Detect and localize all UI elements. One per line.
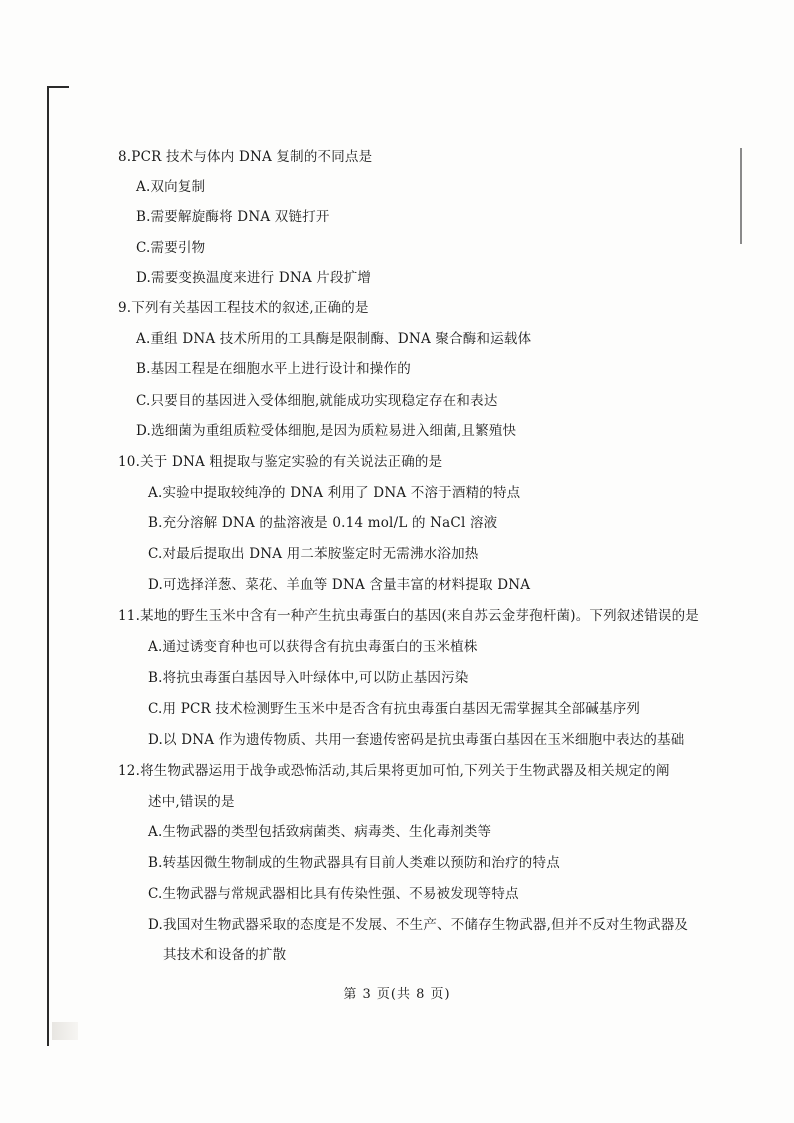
question-10-option-b: B.充分溶解 DNA 的盐溶液是 0.14 mol/L 的 NaCl 溶液: [148, 515, 498, 531]
question-11-option-b: B.将抗虫毒蛋白基因导入叶绿体中,可以防止基因污染: [148, 670, 469, 686]
question-11-stem: 11.某地的野生玉米中含有一种产生抗虫毒蛋白的基因(来自苏云金芽孢杆菌)。下列叙述错误的是: [118, 608, 700, 624]
question-9-option-a: A.重组 DNA 技术所用的工具酶是限制酶、DNA 聚合酶和运载体: [136, 331, 532, 347]
question-11-option-d: D.以 DNA 作为遗传物质、共用一套遗传密码是抗虫毒蛋白基因在玉米细胞中表达的基础: [148, 732, 685, 748]
question-9-option-b: B.基因工程是在细胞水平上进行设计和操作的: [136, 361, 411, 377]
question-8-option-d: D.需要变换温度来进行 DNA 片段扩增: [136, 270, 372, 286]
question-8-option-b: B.需要解旋酶将 DNA 双链打开: [136, 209, 330, 225]
question-8-option-a: A.双向复制: [136, 179, 206, 195]
question-12-option-c: C.生物武器与常规武器相比具有传染性强、不易被发现等特点: [148, 886, 519, 902]
question-10-option-d: D.可选择洋葱、菜花、羊血等 DNA 含量丰富的材料提取 DNA: [148, 577, 531, 593]
question-8-option-c: C.需要引物: [136, 240, 206, 256]
question-12-stem: 12.将生物武器运用于战争或恐怖活动,其后果将更加可怕,下列关于生物武器及相关规定的阐: [118, 763, 670, 779]
scan-border-right: [740, 148, 742, 244]
question-10-option-c: C.对最后提取出 DNA 用二苯胺鉴定时无需沸水浴加热: [148, 546, 479, 562]
question-9-option-c: C.只要目的基因进入受体细胞,就能成功实现稳定存在和表达: [136, 393, 498, 409]
question-12-option-a: A.生物武器的类型包括致病菌类、病毒类、生化毒剂类等: [148, 824, 492, 840]
scan-artifact: [52, 1022, 78, 1040]
question-8-stem: 8.PCR 技术与体内 DNA 复制的不同点是: [118, 149, 373, 165]
question-12-stem-continued: 述中,错误的是: [148, 794, 235, 810]
page-number: 第 3 页(共 8 页): [343, 987, 451, 1002]
question-12-option-d: D.我国对生物武器采取的态度是不发展、不生产、不储存生物武器,但并不反对生物武器及: [148, 917, 689, 933]
question-10-option-a: A.实验中提取较纯净的 DNA 利用了 DNA 不溶于酒精的特点: [148, 485, 521, 501]
question-11-option-c: C.用 PCR 技术检测野生玉米中是否含有抗虫毒蛋白基因无需掌握其全部碱基序列: [148, 701, 641, 717]
scan-border-top: [47, 86, 69, 88]
question-9-stem: 9.下列有关基因工程技术的叙述,正确的是: [118, 300, 369, 316]
scan-border-left: [47, 86, 49, 1046]
question-11-option-a: A.通过诱变育种也可以获得含有抗虫毒蛋白的玉米植株: [148, 639, 478, 655]
question-12-option-b: B.转基因微生物制成的生物武器具有目前人类难以预防和治疗的特点: [148, 855, 560, 871]
question-9-option-d: D.选细菌为重组质粒受体细胞,是因为质粒易进入细菌,且繁殖快: [136, 423, 517, 439]
question-10-stem: 10.关于 DNA 粗提取与鉴定实验的有关说法正确的是: [118, 454, 443, 470]
question-12-option-d-continued: 其技术和设备的扩散: [163, 947, 287, 963]
